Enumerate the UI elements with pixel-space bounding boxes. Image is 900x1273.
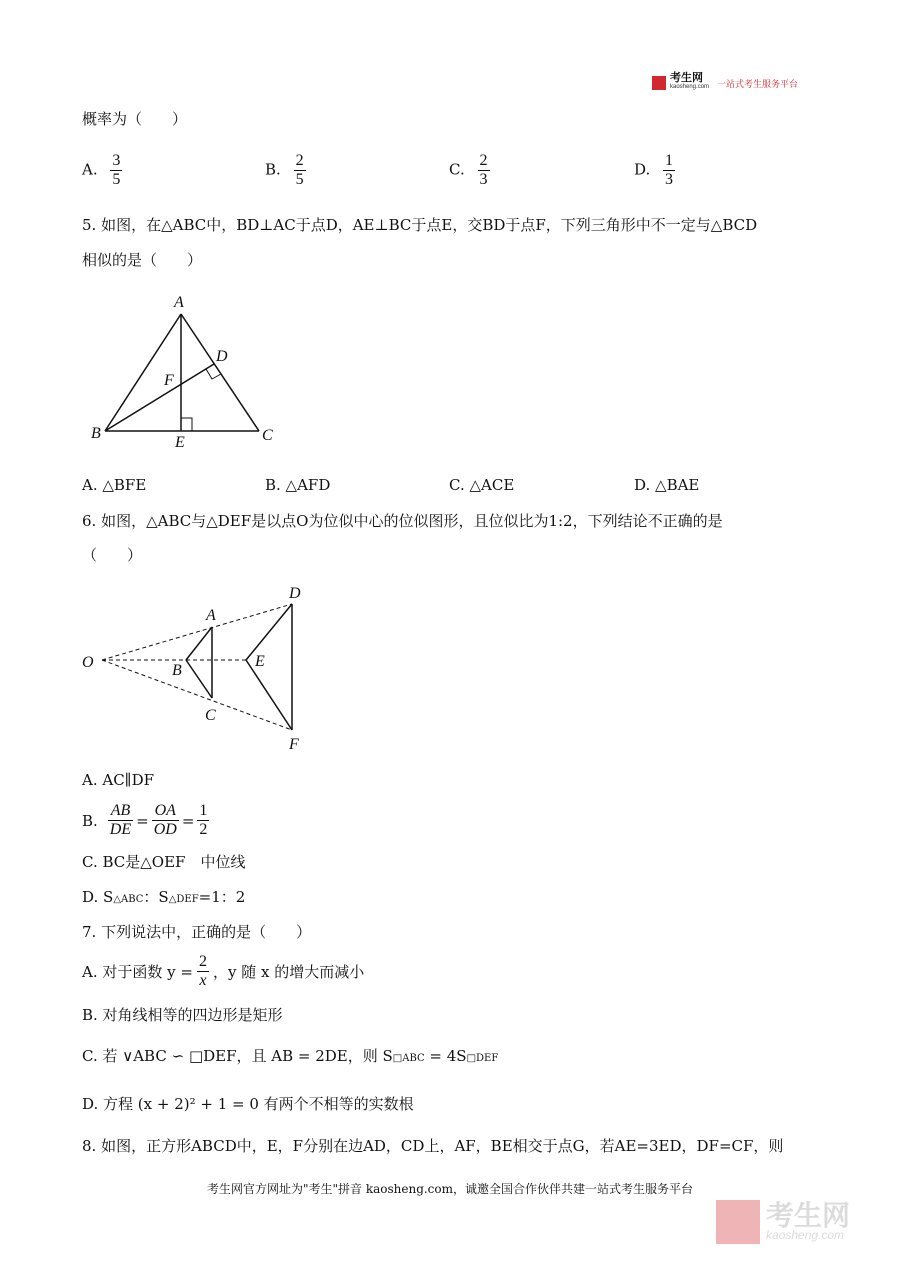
header-slogan: 一站式考生服务平台 xyxy=(717,78,799,89)
q6-ray-of xyxy=(102,660,292,730)
q6-homothety-figure xyxy=(78,580,318,755)
q5-option-c[interactable]: C. △ACE xyxy=(449,476,515,494)
q5-option-d[interactable]: D. △BAE xyxy=(634,476,700,494)
q5-triangle-figure xyxy=(82,288,302,453)
q7-option-d[interactable]: D. 方程 (x + 2)² + 1 = 0 有两个不相等的实数根 xyxy=(82,1095,414,1113)
q6-side-de xyxy=(246,604,292,660)
q6-option-a[interactable]: A. AC∥DF xyxy=(82,771,155,789)
q4-option-b[interactable]: B. $\frac{2}{5}$ xyxy=(265,152,304,188)
q7-option-c[interactable]: C. 若 ∨ABC ∽ □DEF，且 AB = 2DE，则 S□ABC = 4S□DEF xyxy=(82,1047,499,1065)
q6-side-ef xyxy=(246,660,292,730)
watermark-brand: 考生网 xyxy=(766,1200,851,1231)
q5-stem-line1: 5. 如图，在△ABC中，BD⊥AC于点D，AE⊥BC于点E，交BD于点F，下列三角形中不一定与△BCD xyxy=(82,216,758,234)
q4-stem-tail: 概率为（ ） xyxy=(82,110,188,128)
q6-option-c[interactable]: C. BC是△OEF 中位线 xyxy=(82,853,246,871)
q8-stem-line1: 8. 如图，正方形ABCD中，E，F分别在边AD，CD上，AF，BE相交于点G，若AE=3ED，DF=CF，则 xyxy=(82,1137,784,1155)
kaosheng-logo-icon xyxy=(652,76,666,90)
q6-label-f: F xyxy=(289,736,299,753)
header-logo xyxy=(652,74,798,92)
q5-right-angle-e xyxy=(181,418,192,431)
q4-option-a[interactable]: A. $\frac{3}{5}$ xyxy=(82,152,121,188)
header-brand: 考生网 xyxy=(670,72,703,84)
q5-label-b: B xyxy=(91,425,101,442)
watermark-domain: kaosheng.com xyxy=(766,1228,845,1242)
q6-ray-od xyxy=(102,604,292,660)
q4-option-d[interactable]: D. $\frac{1}{3}$ xyxy=(634,152,674,188)
q6-label-b: B xyxy=(172,662,182,679)
q5-option-a[interactable]: A. △BFE xyxy=(82,476,147,494)
q7-option-b[interactable]: B. 对角线相等的四边形是矩形 xyxy=(82,1006,283,1024)
watermark xyxy=(716,1200,850,1244)
q7-stem: 7. 下列说法中，正确的是（ ） xyxy=(82,923,312,941)
q6-label-e: E xyxy=(255,653,265,670)
q5-stem-line2: 相似的是（ ） xyxy=(82,251,203,269)
q6-label-c: C xyxy=(205,707,216,724)
q5-label-e: E xyxy=(175,434,185,451)
footer-note: 考生网官方网址为"考生"拼音 kaosheng.com，诚邀全国合作伙伴共建一站式考生服务平台 xyxy=(206,1182,694,1196)
q6-label-a: A xyxy=(206,607,216,624)
q6-stem-line1: 6. 如图，△ABC与△DEF是以点O为位似中心的位似图形，且位似比为1:2，下列结论不正确的是 xyxy=(82,512,723,530)
header-domain: kaosheng.com xyxy=(670,84,710,90)
watermark-logo-icon xyxy=(716,1200,760,1244)
q6-side-ab xyxy=(186,627,212,660)
q4-option-c[interactable]: C. $\frac{2}{3}$ xyxy=(449,152,488,188)
q5-label-d: D xyxy=(216,348,228,365)
q5-label-a: A xyxy=(174,294,184,311)
q6-label-o: O xyxy=(82,654,94,671)
q6-stem-line2: （ ） xyxy=(82,546,143,564)
q5-side-ac xyxy=(181,314,259,431)
q5-altitude-bd xyxy=(105,364,214,431)
q6-option-d[interactable]: D. S△ABC：S△DEF=1：2 xyxy=(82,888,246,906)
q6-label-d: D xyxy=(289,585,301,602)
q6-option-b[interactable]: B. $\frac{AB}{DE}$ = $\frac{OA}{OD}$ = $\frac{1}{2}$ xyxy=(82,802,208,838)
q5-label-f: F xyxy=(164,372,174,389)
q5-option-b[interactable]: B. △AFD xyxy=(265,476,331,494)
q7-option-a[interactable]: A. 对于函数 y = $\frac{2}{x}$ ，y 随 x 的增大而减小 xyxy=(82,953,365,989)
q5-label-c: C xyxy=(262,427,273,444)
